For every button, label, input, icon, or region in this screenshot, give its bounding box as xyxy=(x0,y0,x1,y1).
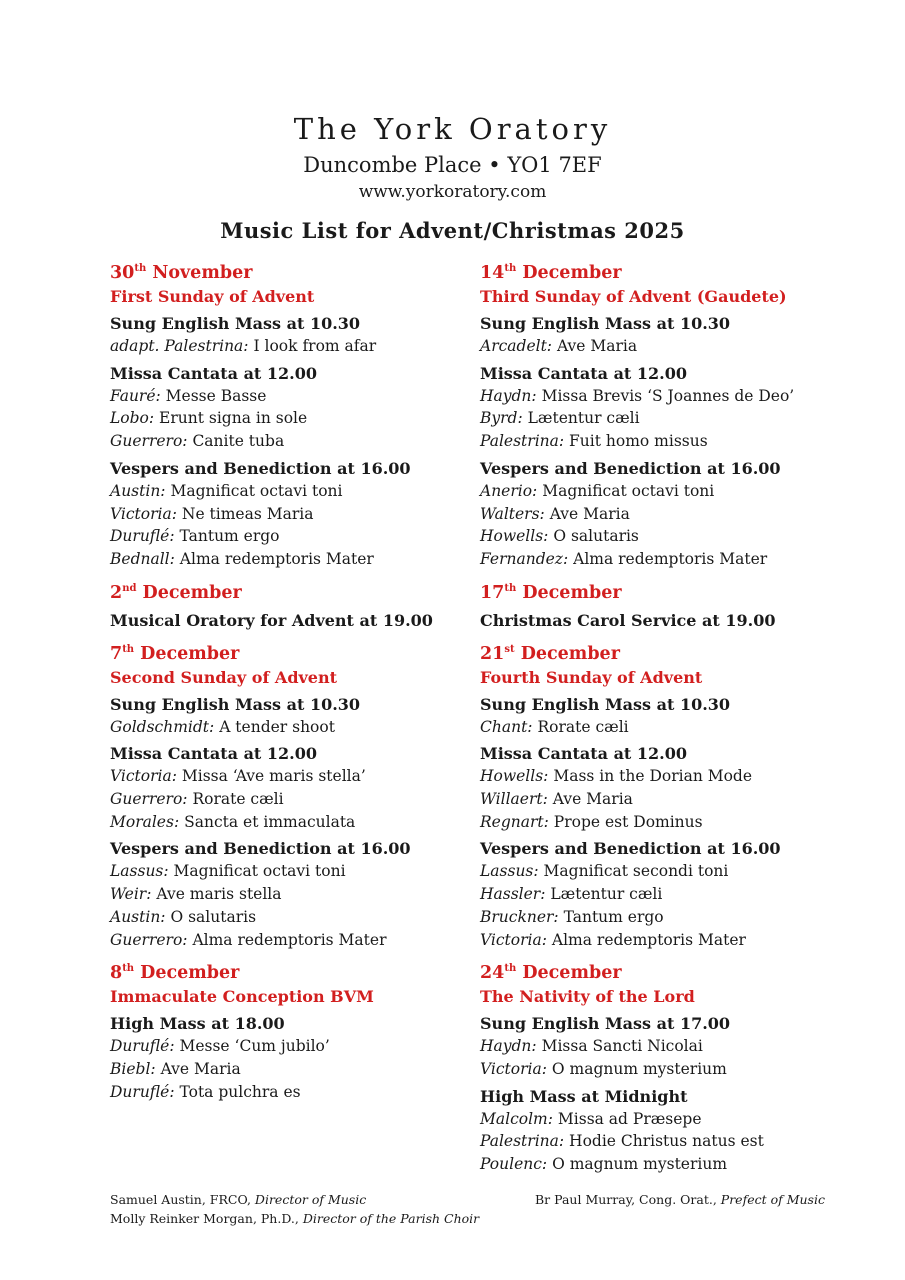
music-piece xyxy=(110,480,500,503)
composer-name: Biebl: xyxy=(110,1059,156,1078)
date-suffix: th xyxy=(504,963,517,975)
service-title: Sung English Mass at 10.30 xyxy=(480,314,731,333)
date-day: 17 xyxy=(480,582,505,603)
work-title: Tantum ergo xyxy=(563,907,664,926)
credit-line xyxy=(110,1209,479,1228)
composer-name: Weir: xyxy=(110,885,152,904)
credit-name: Br Paul Murray, Cong. Orat., xyxy=(535,1192,717,1207)
composer-name: Goldschmidt: xyxy=(110,717,215,736)
date-month: December xyxy=(140,643,240,664)
music-piece xyxy=(480,811,870,834)
music-piece xyxy=(110,811,500,834)
work-title: O magnum mysterium xyxy=(552,1155,728,1174)
left-column xyxy=(110,261,500,1113)
music-piece xyxy=(110,525,500,548)
composer-name: Fernandez: xyxy=(480,549,569,568)
composer-name: Victoria: xyxy=(480,930,547,949)
work-title: Canite tuba xyxy=(192,432,285,451)
music-piece xyxy=(110,407,500,430)
date-month: December xyxy=(520,643,620,664)
composer-name: Willaert: xyxy=(480,790,548,809)
service-title: Sung English Mass at 10.30 xyxy=(110,314,361,333)
date-suffix: th xyxy=(504,582,517,594)
work-title: Alma redemptoris Mater xyxy=(551,930,746,949)
date-day: 30 xyxy=(110,263,135,283)
composer-name: Haydn: xyxy=(480,386,537,405)
work-title: Sancta et immaculata xyxy=(184,812,356,831)
service-block xyxy=(110,1012,500,1103)
organisation-name: The York Oratory xyxy=(293,112,612,146)
service-block xyxy=(480,362,870,453)
work-title: Messe Basse xyxy=(165,386,267,405)
music-piece xyxy=(480,1035,870,1058)
work-title: Tantum ergo xyxy=(179,527,280,546)
music-piece xyxy=(480,1108,870,1131)
event-block xyxy=(110,642,500,952)
date-month: December xyxy=(140,963,240,984)
date-day: 24 xyxy=(480,963,505,984)
work-title: Ave Maria xyxy=(160,1059,241,1078)
composer-name: Guerrero: xyxy=(110,930,188,949)
service-block xyxy=(480,837,870,951)
work-title: Lætentur cæli xyxy=(550,885,663,904)
credit-role: Prefect of Music xyxy=(720,1192,825,1207)
composer-name: Lassus: xyxy=(110,862,169,881)
date-day: 8 xyxy=(110,963,123,984)
service-title: Missa Cantata at 12.00 xyxy=(480,744,687,764)
date-month: December xyxy=(142,582,242,603)
event-date xyxy=(110,642,500,666)
credit-line xyxy=(535,1190,825,1209)
date-month: November xyxy=(152,263,253,283)
service-title: Sung English Mass at 17.00 xyxy=(480,1014,731,1034)
composer-name: Byrd: xyxy=(480,409,523,428)
work-title: Prope est Dominus xyxy=(553,812,703,831)
service-block xyxy=(480,1012,870,1080)
address: Duncombe Place • YO1 7EF xyxy=(303,153,602,177)
composer-name: Palestrina: xyxy=(480,432,565,451)
event-date xyxy=(110,581,500,605)
footer-right xyxy=(535,1190,825,1209)
composer-name: Duruflé: xyxy=(110,1082,175,1101)
service-block xyxy=(480,312,870,358)
composer-name: Victoria: xyxy=(110,504,177,523)
composer-name: Malcolm: xyxy=(480,1109,553,1128)
service-title: Sung English Mass at 10.30 xyxy=(480,694,731,714)
work-title: Magnificat octavi toni xyxy=(542,481,715,500)
composer-name: Anerio: xyxy=(480,481,538,500)
event-date xyxy=(110,261,500,285)
work-title: Magnificat octavi toni xyxy=(173,862,346,881)
music-piece xyxy=(480,335,870,358)
composer-name: Austin: xyxy=(110,481,166,500)
work-title: Ne timeas Maria xyxy=(181,504,314,523)
work-title: I look from afar xyxy=(253,337,377,355)
composer-name: Bruckner: xyxy=(480,907,559,926)
event-date xyxy=(480,961,870,985)
event-block xyxy=(480,961,870,1176)
event-block xyxy=(480,642,870,952)
credit-role: Director of Music xyxy=(254,1192,367,1207)
date-day: 21 xyxy=(480,643,505,664)
date-day: 2 xyxy=(110,582,123,603)
composer-name: Duruflé: xyxy=(110,1037,175,1056)
work-title: A tender shoot xyxy=(219,717,335,736)
work-title: O salutaris xyxy=(170,907,257,926)
service-title: Sung English Mass at 10.30 xyxy=(110,694,361,714)
music-piece xyxy=(110,906,500,929)
feast-name: Fourth Sunday of Advent xyxy=(480,667,703,687)
work-title: Messe ‘Cum jubilo’ xyxy=(179,1037,330,1056)
composer-name: Regnart: xyxy=(480,812,549,831)
music-piece xyxy=(110,883,500,906)
service-title: Vespers and Benediction at 16.00 xyxy=(480,839,781,859)
event-date xyxy=(480,642,870,666)
music-piece xyxy=(110,385,500,408)
service-title: Missa Cantata at 12.00 xyxy=(110,744,317,764)
list-title: Music List for Advent/Christmas 2025 xyxy=(220,218,685,243)
work-title: O magnum mysterium xyxy=(551,1059,727,1078)
event-block xyxy=(110,961,500,1103)
music-piece xyxy=(480,716,870,739)
music-piece xyxy=(110,430,500,453)
music-piece xyxy=(110,788,500,811)
date-suffix: th xyxy=(134,263,147,275)
composer-name: Chant: xyxy=(480,717,533,736)
work-title: Missa Sancti Nicolai xyxy=(541,1037,703,1056)
work-title: Ave Maria xyxy=(556,337,638,355)
music-piece xyxy=(480,480,870,503)
composer-name: Duruflé: xyxy=(110,527,175,546)
music-piece xyxy=(110,929,500,952)
feast-name: Third Sunday of Advent (Gaudete) xyxy=(480,287,787,306)
composer-name: Poulenc: xyxy=(480,1155,548,1174)
music-piece xyxy=(480,929,870,952)
date-day: 14 xyxy=(480,263,505,283)
composer-name: Howells: xyxy=(480,767,549,786)
date-suffix: th xyxy=(122,643,135,655)
music-piece xyxy=(110,1058,500,1081)
date-suffix: st xyxy=(504,643,515,655)
music-piece xyxy=(110,860,500,883)
music-piece xyxy=(480,525,870,548)
music-piece xyxy=(110,335,500,358)
music-piece xyxy=(110,548,500,571)
website: www.yorkoratory.com xyxy=(358,182,547,202)
work-title: Mass in the Dorian Mode xyxy=(553,767,753,786)
service-title: High Mass at Midnight xyxy=(480,1086,688,1106)
music-piece xyxy=(480,1130,870,1153)
music-piece xyxy=(480,548,870,571)
date-suffix: th xyxy=(504,263,517,275)
service-title: High Mass at 18.00 xyxy=(110,1014,285,1034)
work-title: Ave Maria xyxy=(552,790,633,809)
composer-name: Victoria: xyxy=(110,767,177,786)
right-column xyxy=(480,261,870,1186)
composer-name: Victoria: xyxy=(480,1059,547,1078)
service-title: Christmas Carol Service at 19.00 xyxy=(480,610,776,630)
music-piece xyxy=(480,906,870,929)
music-piece xyxy=(110,503,500,526)
composer-name: Haydn: xyxy=(480,1037,537,1056)
composer-name: Howells: xyxy=(480,527,549,546)
date-suffix: nd xyxy=(122,582,137,594)
work-title: Rorate cæli xyxy=(192,790,284,809)
service-block xyxy=(110,742,500,833)
service-block xyxy=(110,609,500,632)
header xyxy=(0,110,905,204)
event-date xyxy=(110,961,500,985)
work-title: Hodie Christus natus est xyxy=(569,1132,764,1151)
service-block xyxy=(480,693,870,739)
work-title: Rorate cæli xyxy=(537,717,629,736)
composer-name: Palestrina: xyxy=(480,1132,565,1151)
composer-name: Hassler: xyxy=(480,885,546,904)
work-title: Tota pulchra es xyxy=(179,1082,301,1101)
work-title: Alma redemptoris Mater xyxy=(573,549,768,568)
service-title: Vespers and Benediction at 16.00 xyxy=(110,458,411,478)
composer-name: Austin: xyxy=(110,907,166,926)
composer-name: Walters: xyxy=(480,504,545,523)
credit-name: Samuel Austin, FRCO, xyxy=(110,1192,251,1207)
event-block xyxy=(110,261,500,571)
service-block xyxy=(480,1085,870,1176)
service-block xyxy=(110,312,500,358)
work-title: Alma redemptoris Mater xyxy=(192,930,387,949)
feast-name: The Nativity of the Lord xyxy=(480,987,695,1007)
music-piece xyxy=(110,1081,500,1104)
service-block xyxy=(110,693,500,739)
music-piece xyxy=(480,1058,870,1081)
music-piece xyxy=(480,765,870,788)
music-piece xyxy=(480,1153,870,1176)
service-block xyxy=(480,457,870,571)
event-date xyxy=(480,581,870,605)
composer-name: Lobo: xyxy=(110,409,155,428)
service-title: Musical Oratory for Advent at 19.00 xyxy=(110,610,433,630)
date-day: 7 xyxy=(110,643,123,664)
feast-name: Immaculate Conception BVM xyxy=(110,987,374,1007)
event-block xyxy=(480,261,870,571)
credit-line xyxy=(110,1190,479,1209)
feast-name: Second Sunday of Advent xyxy=(110,667,338,687)
service-block xyxy=(110,837,500,951)
work-title: Magnificat secondi toni xyxy=(543,862,729,881)
service-block xyxy=(480,609,870,632)
composer-name: Fauré: xyxy=(110,386,161,405)
composer-name: Guerrero: xyxy=(110,432,188,451)
work-title: O salutaris xyxy=(553,527,639,546)
work-title: Alma redemptoris Mater xyxy=(179,549,374,568)
event-block xyxy=(110,581,500,632)
date-month: December xyxy=(522,582,622,603)
service-block xyxy=(480,742,870,833)
composer-name: Arcadelt: xyxy=(480,337,553,355)
music-piece xyxy=(480,860,870,883)
music-piece xyxy=(110,1035,500,1058)
service-block xyxy=(110,362,500,453)
work-title: Erunt signa in sole xyxy=(159,409,308,428)
work-title: Ave Maria xyxy=(549,504,630,523)
work-title: Magnificat octavi toni xyxy=(170,481,343,500)
composer-name: adapt. Palestrina: xyxy=(110,337,249,355)
date-suffix: th xyxy=(122,963,135,975)
music-piece xyxy=(480,788,870,811)
event-date xyxy=(480,261,870,285)
work-title: Missa ad Præsepe xyxy=(557,1109,702,1128)
service-title: Vespers and Benediction at 16.00 xyxy=(480,458,781,478)
service-title: Missa Cantata at 12.00 xyxy=(110,363,317,383)
work-title: Ave maris stella xyxy=(156,885,282,904)
work-title: Fuit homo missus xyxy=(569,432,708,451)
work-title: Lætentur cæli xyxy=(527,409,640,428)
composer-name: Guerrero: xyxy=(110,790,188,809)
service-block xyxy=(110,457,500,571)
music-piece xyxy=(480,430,870,453)
date-month: December xyxy=(522,263,622,283)
music-piece xyxy=(480,407,870,430)
feast-name: First Sunday of Advent xyxy=(110,287,315,306)
music-piece xyxy=(480,883,870,906)
event-block xyxy=(480,581,870,632)
credit-name: Molly Reinker Morgan, Ph.D., xyxy=(110,1211,299,1226)
music-piece xyxy=(480,503,870,526)
composer-name: Morales: xyxy=(110,812,180,831)
music-piece xyxy=(110,716,500,739)
footer-left xyxy=(110,1190,479,1228)
work-title: Missa Brevis ‘S Joannes de Deo’ xyxy=(541,386,795,405)
date-month: December xyxy=(522,963,622,984)
credit-role: Director of the Parish Choir xyxy=(302,1211,480,1226)
composer-name: Lassus: xyxy=(480,862,539,881)
service-title: Vespers and Benediction at 16.00 xyxy=(110,839,411,859)
music-piece xyxy=(110,765,500,788)
music-piece xyxy=(480,385,870,408)
service-title: Missa Cantata at 12.00 xyxy=(480,363,687,383)
work-title: Missa ‘Ave maris stella’ xyxy=(181,767,366,786)
composer-name: Bednall: xyxy=(110,549,175,568)
